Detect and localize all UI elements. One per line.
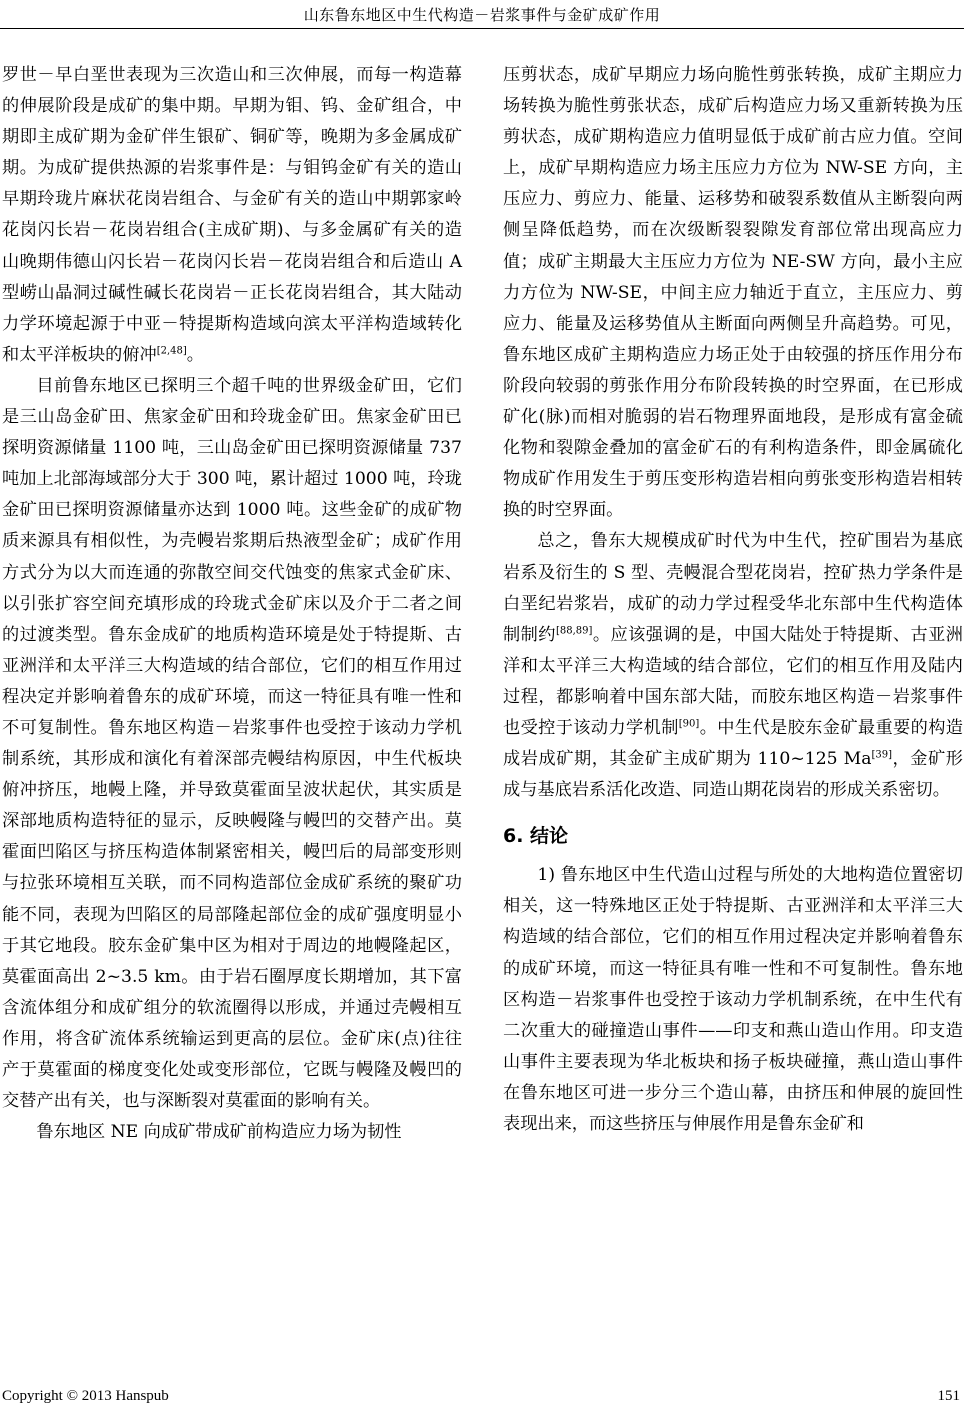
right-p2-text-a: 总之，鲁东大规模成矿时代为中生代，控矿围岩为基底岩系及衍生的 S 型、壳幔混合型花岗岩，控矿热力学条件是白垩纪岩浆岩，成矿的动力学过程受华北东部中生代构造体制制约 (503, 531, 963, 645)
left-paragraph-1 (2, 60, 462, 371)
right-column (503, 60, 963, 1140)
right-paragraph-1: 压剪状态，成矿早期应力场向脆性剪张转换，成矿主期应力场转换为脆性剪张状态，成矿后构造应力场又重新转换为压剪状态，成矿期构造应力值明显低于成矿前古应力值。空间上，成矿早期构造应力场主压应力方位为 NW-SE 方向，主压应力、剪应力、能量、运移势和破裂系数值从主断裂向两侧呈降低趋势，而在次级断裂裂隙发育部位常出现高应力值；成矿主期最大主压应力方位为 NE-SW 方向，最小主应力方位为 NW-SE，中间主应力轴近于直立，主压应力、剪应力、能量及运移势值从主断面向两侧呈升高趋势。可见，鲁东地区成矿主期构造应力场正处于由较强的挤压作用分布阶段向较弱的剪张作用分布阶段转换的时空界面，在已形成矿化(脉)而相对脆弱的岩石物理界面地段，是形成有富金硫化物和裂隙金叠加的富金矿石的有利构造条件，即金属硫化物成矿作用发生于剪压变形构造岩相向剪张变形构造岩相转换的时空界面。 (503, 65, 963, 521)
left-p1-end: 。 (186, 344, 204, 365)
page-number: 151 (937, 1388, 960, 1404)
left-paragraph-2: 目前鲁东地区已探明三个超千吨的世界级金矿田，它们是三山岛金矿田、焦家金矿田和玲珑金矿田。焦家金矿田已探明资源储量 1100 吨，三山岛金矿田已探明资源储量 737 吨加上北部海域部分大于 300 吨，累计超过 1000 吨，玲珑金矿田已探明资源储量亦达到 1000 吨。这些金矿的成矿物质来源具有相似性，为壳幔岩浆期后热液型金矿；成矿作用方式分为以大而连通的弥散空间交代蚀变的焦家式金矿床、以引张扩容空间充填形成的玲珑式金矿床以及介于二者之间的过渡类型。鲁东金成矿的地质构造环境是处于特提斯、古亚洲洋和太平洋三大构造域的结合部位，它们的相互作用过程决定并影响着鲁东的成矿环境，而这一特征具有唯一性和不可复制性。鲁东地区构造－岩浆事件也受控于该动力学机制系统，其形成和演化有着深部壳幔结构原因，中生代板块俯冲挤压，地幔上隆，并导致莫霍面呈波状起伏，其实质是深部地质构造特征的显示，反映幔隆与幔凹的交替产出。莫霍面凹陷区与挤压构造体制紧密相关，幔凹后的局部变形则与拉张环境相互关联，而不同构造部位金成矿系统的聚矿功能不同，表现为凹陷区的局部隆起部位金的成矿强度明显小于其它地段。胶东金矿集中区为相对于周边的地幔隆起区，莫霍面高出 2~3.5 km。由于岩石圈厚度长期增加，其下富含流体组分和成矿组分的软流圈得以形成，并通过壳幔相互作用，将含矿流体系统输运到更高的层位。金矿床(点)往往产于莫霍面的梯度变化处或变形部位，它既与幔隆及幔凹的交替产出有关，也与深断裂对莫霍面的影响有关。 (2, 375, 462, 1112)
section-title-conclusion: 6. 结论 (503, 825, 569, 848)
right-p2-text-b: 。应该强调的是，中国大陆处于特提斯、古亚洲洋和太平洋三大构造域的结合部位，它们的相互作用及陆内过程，都影响着中国东部大陆，而胶东地区构造－岩浆事件也受控于该动力学机制 (503, 624, 963, 738)
citation-2-48: [2,48] (156, 345, 187, 357)
left-column (2, 60, 462, 1148)
citation-88-89: [88,89] (555, 624, 593, 636)
right-p2-text-d: ，金矿形成与基底岩系活化改造、同造山期花岗岩的形成关系密切。 (503, 749, 963, 801)
right-paragraph-2 (503, 526, 963, 806)
citation-39: [39] (871, 749, 892, 761)
left-paragraph-3: 鲁东地区 NE 向成矿带成矿前构造应力场为韧性 (36, 1122, 402, 1143)
right-paragraph-3: 1) 鲁东地区中生代造山过程与所处的大地构造位置密切相关，这一特殊地区正处于特提斯、古亚洲洋和太平洋三大构造域的结合部位，它们的相互作用过程决定并影响着鲁东的成矿环境，而这一特征具有唯一性和不可复制性。鲁东地区构造－岩浆事件也受控于该动力学机制系统，在中生代有二次重大的碰撞造山事件——印支和燕山造山作用。印支造山事件主要表现为华北板块和扬子板块碰撞，燕山造山事件在鲁东地区可进一步分三个造山幕，由挤压和伸展的旋回性表现出来，而这些挤压与伸展作用是鲁东金矿和 (503, 865, 963, 1134)
copyright-notice: Copyright © 2013 Hanspub (2, 1388, 169, 1404)
citation-90: [90] (678, 718, 700, 730)
left-p1-text: 罗世－早白垩世表现为三次造山和三次伸展，而每一构造幕的伸展阶段是成矿的集中期。早期为钼、钨、金矿组合，中期即主成矿期为金矿伴生银矿、铜矿等，晚期为多金属成矿期。为成矿提供热源的岩浆事件是：与钼钨金矿有关的造山早期玲珑片麻状花岗岩组合、与金矿有关的造山中期郭家岭花岗闪长岩－花岗岩组合(主成矿期)、与多金属矿有关的造山晚期伟德山闪长岩－花岗闪长岩－花岗岩组合和后造山 A 型崂山晶洞过碱性碱长花岗岩－正长花岗岩组合，其大陆动力学环境起源于中亚－特提斯构造域向滨太平洋构造域转化和太平洋板块的俯冲 (2, 65, 462, 365)
running-header: 山东鲁东地区中生代构造－岩浆事件与金矿成矿作用 (303, 6, 661, 24)
header-rule (0, 28, 964, 29)
right-p2-text-c: 。中生代是胶东金矿最重要的构造成岩成矿期，其金矿主成矿期为 110~125 Ma (503, 717, 963, 770)
